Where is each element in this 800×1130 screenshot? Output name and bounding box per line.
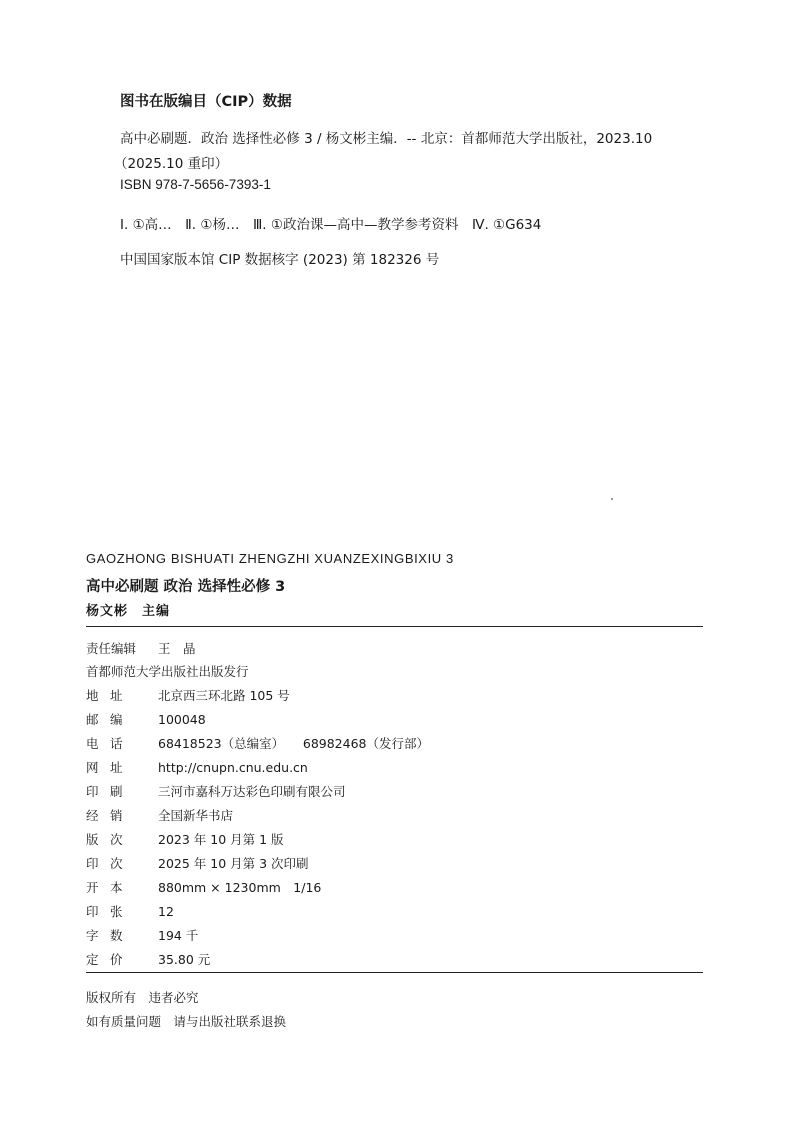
spec-row-printing	[86, 853, 309, 875]
spec-value: 880mm × 1230mm 1/16	[158, 880, 322, 895]
spec-value: 12	[158, 904, 174, 919]
spec-label-char: 字	[86, 928, 99, 943]
spec-label-char: 地	[86, 688, 99, 703]
spec-value: 王 晶	[158, 641, 196, 656]
spec-label-char: 址	[110, 688, 123, 703]
spec-value: 100048	[158, 712, 206, 727]
spec-label-char: 印	[86, 784, 99, 799]
spec-row-distributor	[86, 805, 234, 827]
book-title: 高中必刷题 政治 选择性必修 3	[86, 579, 286, 595]
spec-value: 全国新华书店	[158, 808, 234, 823]
spec-label-char: 张	[110, 904, 123, 919]
spec-label-char: 址	[110, 760, 123, 775]
spec-value: 2025 年 10 月第 3 次印刷	[158, 856, 309, 871]
spec-label: 责任编辑	[86, 641, 137, 656]
spec-value: 2023 年 10 月第 1 版	[158, 832, 284, 847]
spec-label-char: 销	[110, 808, 123, 823]
spec-label-char: 价	[110, 952, 123, 967]
copyright-notice: 版权所有 违者必究	[86, 990, 199, 1005]
cip-isbn: ISBN 978-7-5656-7393-1	[120, 177, 271, 192]
spec-value: 194 千	[158, 928, 199, 943]
spec-label-char: 电	[86, 736, 99, 751]
spec-row-price	[86, 949, 211, 971]
top-divider	[86, 626, 703, 627]
bottom-divider	[86, 972, 703, 973]
spec-label-char: 本	[110, 880, 123, 895]
spec-row-website	[86, 757, 308, 779]
cip-record-number: 中国国家版本馆 CIP 数据核字 (2023) 第 182326 号	[120, 252, 440, 268]
spec-label-char: 次	[110, 832, 123, 847]
cip-classification: Ⅰ. ①高… Ⅱ. ①杨… Ⅲ. ①政治课—高中—教学参考资料 Ⅳ. ①G634	[120, 217, 542, 233]
spec-row-phone	[86, 733, 429, 755]
spec-value: 68418523（总编室） 68982468（发行部）	[158, 736, 429, 751]
spec-value: http://cnupn.cnu.edu.cn	[158, 760, 308, 775]
spec-row-format	[86, 877, 322, 899]
spec-publisher-text: 首都师范大学出版社出版发行	[86, 664, 249, 679]
book-author: 杨文彬 主编	[86, 604, 171, 619]
spec-label-char: 邮	[86, 712, 99, 727]
spec-row-publisher	[86, 661, 249, 683]
spec-label-char: 开	[86, 880, 99, 895]
spec-label-char: 经	[86, 808, 99, 823]
spec-label-char: 编	[110, 712, 123, 727]
spec-row-wordcount	[86, 925, 199, 947]
spec-row-address	[86, 685, 290, 707]
spec-value: 35.80 元	[158, 952, 211, 967]
spec-label-char: 版	[86, 832, 99, 847]
spec-label-char: 印	[86, 904, 99, 919]
spec-row-postcode	[86, 709, 206, 731]
spec-label-char: 数	[110, 928, 123, 943]
spec-row-editor	[86, 638, 196, 660]
spec-value: 北京西三环北路 105 号	[158, 688, 290, 703]
spec-label-char: 印	[86, 856, 99, 871]
spec-row-sheets	[86, 901, 174, 923]
spec-row-edition	[86, 829, 284, 851]
quality-notice: 如有质量问题 请与出版社联系退换	[86, 1014, 287, 1029]
pinyin-title: GAOZHONG BISHUATI ZHENGZHI XUANZEXINGBIXIU 3	[86, 551, 454, 566]
spec-label-char: 话	[110, 736, 123, 751]
spec-value: 三河市嘉科万达彩色印刷有限公司	[158, 784, 346, 799]
spec-label-char: 刷	[110, 784, 123, 799]
cip-reprint-note: （2025.10 重印）	[114, 156, 229, 172]
spec-label-char: 次	[110, 856, 123, 871]
cip-bibliographic-line: 高中必刷题．政治 选择性必修 3 / 杨文彬主编．-- 北京：首都师范大学出版社，2023.10	[120, 131, 653, 147]
cip-heading: 图书在版编目（CIP）数据	[120, 94, 292, 110]
spec-label-char: 网	[86, 760, 99, 775]
spec-row-printer	[86, 781, 346, 803]
scan-speck	[611, 498, 613, 500]
spec-label-char: 定	[86, 952, 99, 967]
